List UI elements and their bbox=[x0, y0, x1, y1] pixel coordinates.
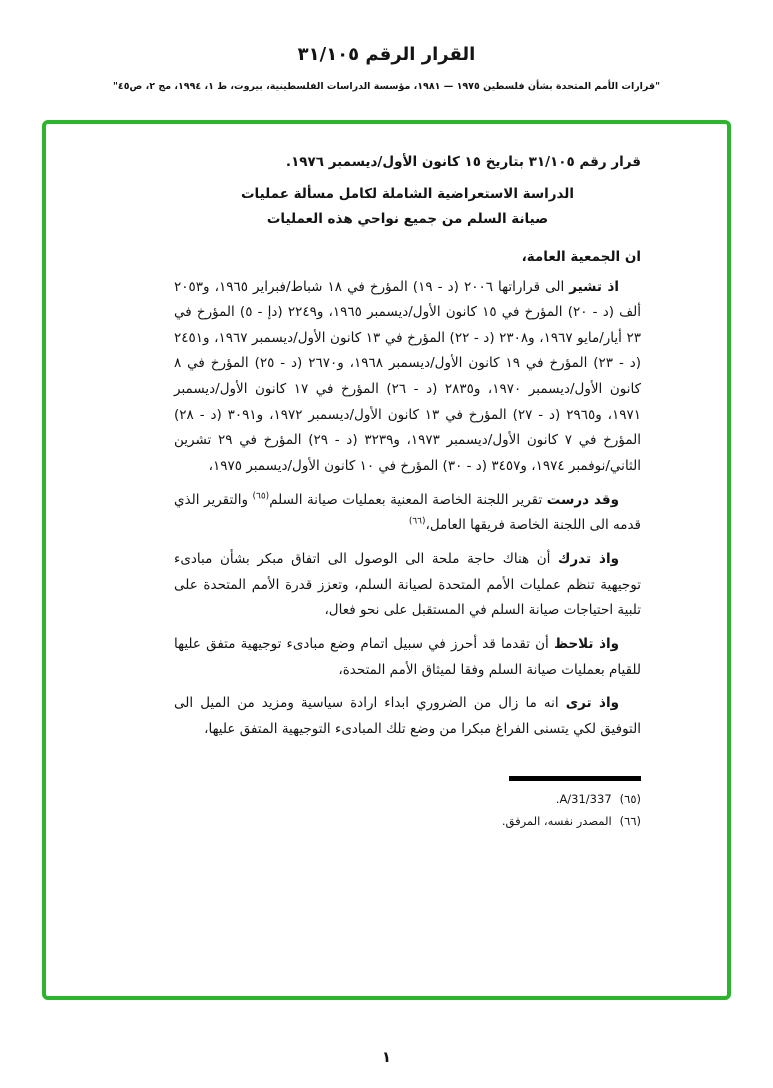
footnote-text: المصدر نفسه، المرفق. bbox=[501, 814, 612, 829]
footnote-65 bbox=[174, 789, 641, 811]
paragraph-text: والتقرير الذي قدمه الى اللجنة الخاصة فريقها العامل، bbox=[174, 491, 641, 534]
paragraph-lead: واذ تلاحظ bbox=[553, 635, 620, 652]
paragraph-text: انه ما زال من الضروري ابداء ارادة سياسية ومزيد من الميل الى التوفيق لكي يتسنى الفراغ مبكرا من وضع تلك المبادىء التوجيهية المتفق عليها، bbox=[174, 695, 641, 737]
paragraph-text: أن هناك حاجة ملحة الى الوصول الى اتفاق مبكر بشأن مبادىء توجيهية تنظم عمليات الأمم المتحدة لصيانة السلم، وتعزز قدرة الأمم المتحدة على تلبية احتياجات صيانة السلم في المستقبل على نحو فعال، bbox=[174, 550, 641, 619]
footnote-label: (٦٦) bbox=[619, 814, 641, 829]
paragraph-lead: واذ تدرك bbox=[558, 550, 619, 567]
subject-title-line1: الدراسة الاستعراضية الشاملة لكامل مسألة عمليات bbox=[240, 185, 575, 202]
page-number: ١ bbox=[381, 1048, 392, 1066]
footnote-ref-66: (٦٦) bbox=[408, 516, 426, 527]
paragraph-text: تقرير اللجنة الخاصة المعنية بعمليات صيانة السلم bbox=[269, 491, 543, 508]
source-citation: "قرارات الأمم المتحدة بشأن فلسطين ١٩٧٥ — ١٩٨١، مؤسسة الدراسات الفلسطينية، بيروت، ط ١، ١٩٩٤، مج ٢، ص٤٥" bbox=[112, 81, 661, 92]
paragraph-text: الى قراراتها ٢٠٠٦ (د - ١٩) المؤرخ في ١٨ شباط/فبراير ١٩٦٥، و٢٠٥٣ ألف (د - ٢٠) المؤرخ في ١٥ كانون الأول/ديسمبر ١٩٦٥، و٢٢٤٩ (دإ - ٥) المؤرخ في ٢٣ أيار/مايو ١٩٦٧، و٢٣٠٨ (د - ٢٢) المؤرخ في ١٣ كانون الأول/ديسمبر ١٩٦٧، و٢٤٥١ (د - ٢٣) المؤرخ في ١٩ كانون الأول/ديسمبر ١٩٦٨، و٢٦٧٠ (د - ٢٥) المؤرخ في ٨ كانون الأول/ديسمبر ١٩٧٠، و٢٨٣٥ (د - ٢٦) المؤرخ في ١٧ كانون الأول/ديسمبر ١٩٧١، و٢٩٦٥ (د - ٢٧) المؤرخ في ١٣ كانون الأول/ديسمبر ١٩٧٢، و٣٠٩١ (د - ٢٨) المؤرخ في ٧ كانون الأول/ديسمبر ١٩٧٣، و٣٢٣٩ (د - ٢٩) المؤرخ في ٢٩ تشرين الثاني/نوفمبر ١٩٧٤، و٣٤٥٧ (د - ٣٠) المؤرخ في ١٠ كانون الأول/ديسمبر ١٩٧٥، bbox=[174, 278, 642, 475]
footnotes bbox=[174, 789, 641, 833]
preamble-opening: ان الجمعية العامة، bbox=[521, 248, 641, 265]
paragraph-lead: وقد درست bbox=[546, 491, 619, 508]
paragraph-conscious bbox=[174, 547, 641, 624]
document-title: القرار الرقم ٣١/١٠٥ bbox=[297, 44, 476, 65]
footnote-label: (٦٥) bbox=[619, 792, 641, 807]
subject-title-line2: صيانة السلم من جميع نواحي هذه العمليات bbox=[266, 211, 549, 228]
highlight-box bbox=[42, 120, 731, 1000]
paragraph-recalling bbox=[174, 275, 641, 480]
footnote-66 bbox=[174, 811, 641, 833]
footnote-text: A/31/337. bbox=[555, 792, 612, 807]
page-header bbox=[0, 0, 773, 92]
footnote-separator bbox=[509, 776, 641, 781]
paragraph-noting bbox=[174, 632, 641, 683]
document-body bbox=[46, 124, 727, 833]
paragraph-lead: اذ تشير bbox=[569, 278, 620, 295]
footnote-ref-65: (٦٥) bbox=[252, 491, 270, 502]
paragraph-text: أن تقدما قد أحرز في سبيل اتمام وضع مبادىء توجيهية متفق عليها للقيام بعمليات صيانة السلم وفقا لميثاق الأمم المتحدة، bbox=[174, 635, 641, 678]
paragraph-having-studied bbox=[174, 488, 641, 539]
resolution-heading: قرار رقم ٣١/١٠٥ بتاريخ ١٥ كانون الأول/ديسمبر ١٩٧٦. bbox=[285, 154, 641, 170]
paragraph-lead: واذ ترى bbox=[565, 695, 619, 712]
paragraph-considering bbox=[174, 691, 641, 742]
